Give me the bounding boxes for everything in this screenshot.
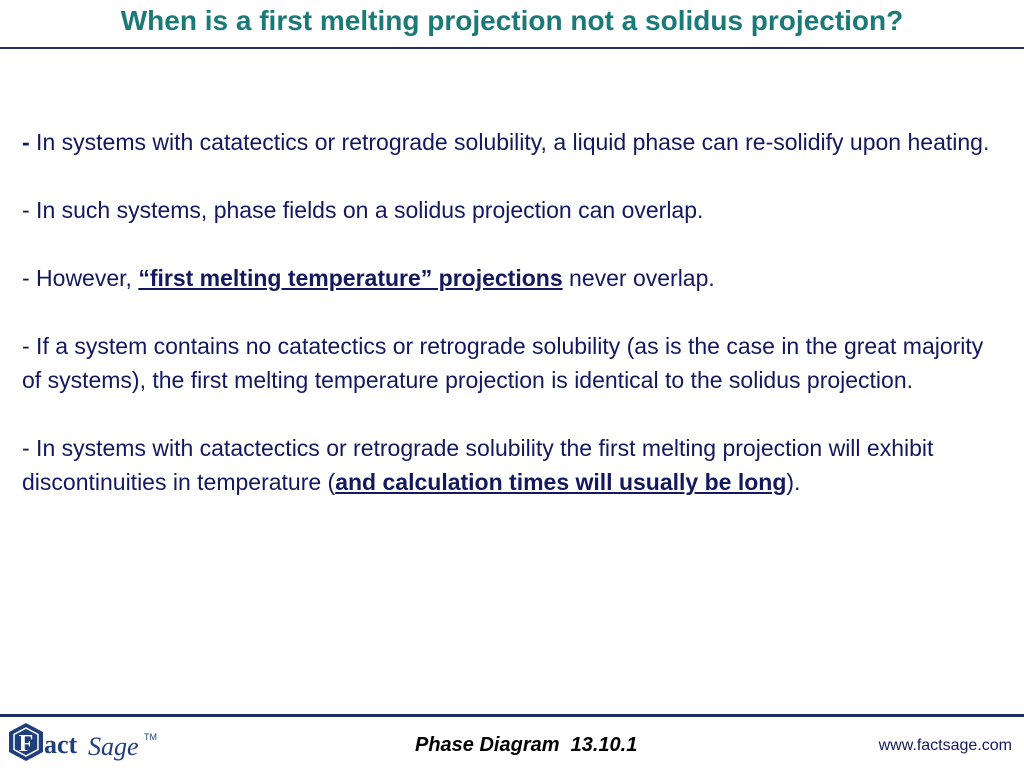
page-title: When is a first melting projection not a solidus projection?	[120, 5, 904, 36]
bullet-paragraph-2	[22, 193, 997, 227]
bullet-text-2: - In such systems, phase fields on a solidus projection can overlap.	[22, 197, 704, 223]
factsage-logo	[6, 720, 166, 766]
factsage-logo-icon	[6, 720, 166, 766]
bullet-paragraph-3	[22, 261, 997, 295]
bullet-text-5-before: - In systems with catactectics or retrograde solubility the first melting projection will exhibit discontinuities in temperature (	[22, 435, 934, 495]
bullet-text-5-after: ).	[786, 469, 801, 495]
slide-number-label: Phase Diagram 13.10.1	[415, 734, 638, 756]
svg-text:F: F	[18, 731, 34, 757]
footer-divider	[0, 714, 1024, 717]
bullet-text-3-before: - However,	[22, 265, 139, 291]
bullet-text-1: In systems with catatectics or retrograde solubility, a liquid phase can re-solidify upon heating.	[29, 129, 990, 155]
svg-text:TM: TM	[144, 732, 157, 742]
emphasis-first-melting-projections: “first melting temperature” projections	[138, 265, 563, 291]
bullet-text-3-after: never overlap.	[562, 265, 715, 291]
svg-text:act: act	[44, 730, 78, 759]
bullet-paragraph-1	[22, 125, 997, 159]
bullet-paragraph-5	[22, 431, 997, 499]
bullet-dash: -	[22, 129, 30, 155]
bullet-paragraph-4	[22, 329, 997, 397]
website-link[interactable]: www.factsage.com	[878, 737, 1012, 754]
svg-text:Sage: Sage	[88, 732, 139, 761]
title-divider	[0, 47, 1024, 49]
emphasis-calculation-times: and calculation times will usually be long	[335, 469, 787, 495]
slide-body	[22, 125, 997, 499]
bullet-text-4: - If a system contains no catatectics or retrograde solubility (as is the case in the great majority of systems), the first melting temperature projection is identical to the solidus projection.	[22, 333, 984, 393]
